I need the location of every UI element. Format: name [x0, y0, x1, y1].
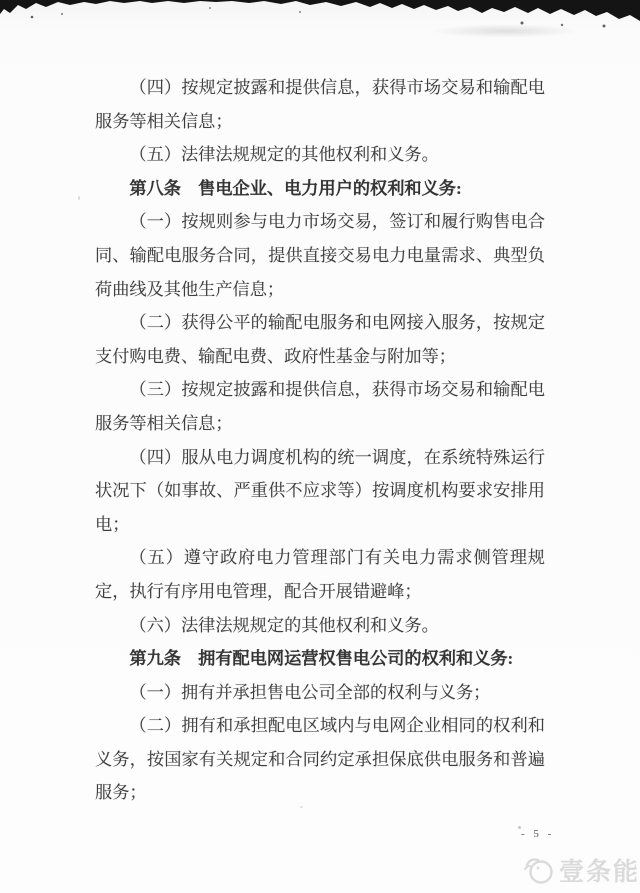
- paragraph: （二）拥有和承担配电区域内与电网企业相同的权利和义务，按国家有关规定和合同约定承担保底供电服务和普遍服务；: [95, 716, 545, 803]
- paragraph: （一）拥有并承担售电公司全部的权利与义务；: [129, 682, 491, 702]
- page-number: - 5 -: [521, 828, 555, 840]
- scan-speck-artifact: [78, 196, 80, 200]
- paragraph: （五）遵守政府电力管理部门有关电力需求侧管理规定，执行有序用电管理，配合开展错避峰；: [95, 548, 545, 601]
- watermark-logo: [522, 852, 640, 888]
- round-mascot-logo-icon: [522, 855, 556, 885]
- paragraph: （三）按规定披露和提供信息，获得市场交易和输配电服务等相关信息；: [95, 380, 545, 433]
- paragraph: （四）服从电力调度机构的统一调度，在系统特殊运行状况下（如事故、严重供不应求等）按调度机构要求安排用电；: [95, 447, 545, 534]
- scan-smudge-artifact: [430, 24, 580, 38]
- paragraph: （六）法律法规规定的其他权利和义务。: [129, 615, 439, 635]
- section-heading: 第八条 售电企业、电力用户的权利和义务:: [129, 178, 462, 198]
- paragraph: （五）法律法规规定的其他权利和义务。: [129, 145, 439, 165]
- paragraph: （一）按规则参与电力市场交易，签订和履行购售电合同、输配电服务合同，提供直接交易电力电量需求、典型负荷曲线及其他生产信息；: [95, 212, 545, 299]
- scan-speck-artifact: [300, 806, 303, 808]
- section-heading: 第九条 拥有配电网运营权售电公司的权利和义务:: [129, 649, 514, 669]
- paragraph: （四）按规定披露和提供信息，获得市场交易和输配电服务等相关信息；: [95, 78, 545, 131]
- paragraph: （二）获得公平的输配电服务和电网接入服务，按规定支付购电费、输配电费、政府性基金与附加等；: [95, 313, 545, 366]
- watermark-text: 壹条能: [558, 858, 640, 886]
- document-body: [95, 71, 545, 810]
